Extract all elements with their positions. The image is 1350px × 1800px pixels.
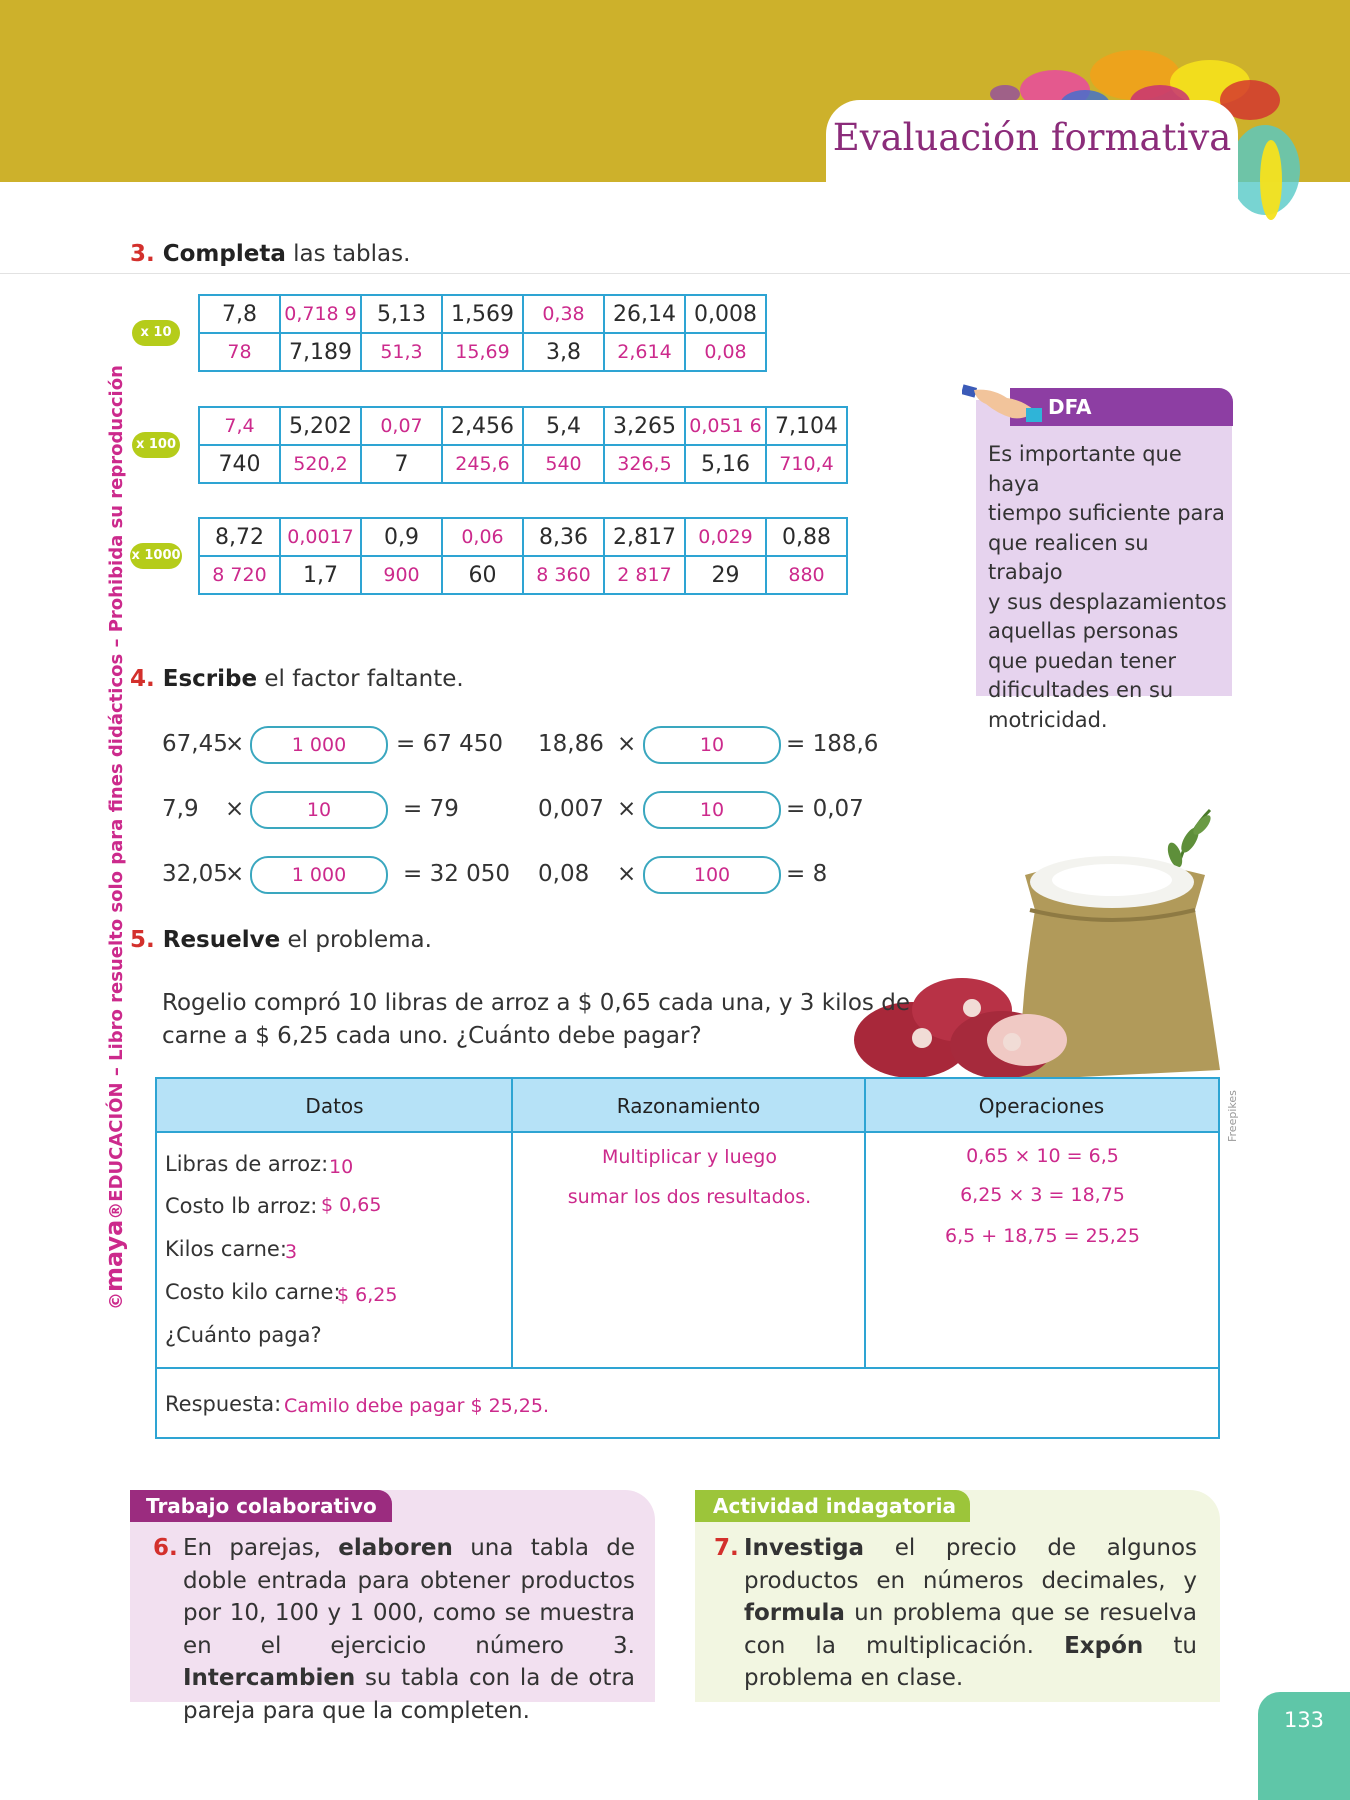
dato-label: Costo kilo carne: — [165, 1280, 341, 1304]
table-row — [199, 295, 766, 333]
factor-answer: 1 000 — [250, 856, 388, 894]
answer-cell: 900 — [361, 556, 442, 594]
equation-operand: 0,08 — [538, 861, 590, 887]
operacion-line: 6,5 + 18,75 = 25,25 — [944, 1225, 1140, 1247]
text-run: una tabla de doble entrada para obtener productos por 10, 100 y 1 000, como se muestra en el ejercicio número 3. — [183, 1535, 635, 1659]
equation-result: = 188,6 — [786, 731, 879, 757]
text-run: En parejas, — [183, 1535, 339, 1561]
problem-line: carne a $ 6,25 cada uno. ¿Cuánto debe pagar? — [162, 1023, 702, 1049]
table-cell: 8,72 — [199, 518, 280, 556]
answer-cell: 51,3 — [361, 333, 442, 371]
table-row — [199, 518, 847, 556]
text-bold: Expón — [1064, 1632, 1144, 1659]
times-sign: × — [225, 731, 245, 757]
table-cell: 7,189 — [280, 333, 361, 371]
answer-cell: 520,2 — [280, 445, 361, 483]
collab-title: Trabajo colaborativo — [130, 1490, 392, 1522]
brand-logo: maya — [100, 1219, 128, 1292]
inquiry-text — [714, 1532, 1198, 1695]
problem-line: Rogelio compró 10 libras de arroz a $ 0,65 cada una, y 3 kilos de — [162, 990, 910, 1016]
answer-cell: 0,0017 — [280, 518, 361, 556]
razonamiento-line: Multiplicar y luego — [602, 1146, 777, 1168]
dato-value: 3 — [285, 1241, 298, 1263]
dato-value: 10 — [329, 1156, 354, 1178]
question-5 — [130, 927, 432, 953]
page-title: Evaluación formativa — [832, 116, 1232, 159]
dfa-line: y sus desplazamientos — [988, 589, 1227, 614]
equation-operand: 18,86 — [538, 731, 604, 757]
equation-result: = 79 — [403, 796, 459, 822]
answer-cell: 540 — [523, 445, 604, 483]
dfa-line: dificultades en su — [988, 678, 1174, 702]
table-cell: 7 — [361, 445, 442, 483]
answer-cell: 326,5 — [604, 445, 685, 483]
divider — [0, 273, 1350, 274]
table-cell: 0,008 — [685, 295, 766, 333]
question-number: 4. — [130, 666, 155, 692]
question-3 — [130, 241, 410, 267]
dfa-line: que puedan tener — [988, 648, 1176, 673]
times-sign: × — [617, 861, 637, 887]
question-verb: Resuelve — [162, 927, 281, 953]
times-sign: × — [225, 861, 245, 887]
answer-cell: 710,4 — [766, 445, 847, 483]
question-text: el factor faltante. — [257, 666, 464, 692]
question-verb: Completa — [162, 241, 286, 267]
equation-operand: 7,9 — [162, 796, 199, 822]
table-cell: 2,817 — [604, 518, 685, 556]
equation-result: = 67 450 — [396, 731, 504, 757]
answer-cell: 0,029 — [685, 518, 766, 556]
question-text: las tablas. — [285, 241, 411, 267]
table-row — [199, 407, 847, 445]
factor-answer: 10 — [643, 726, 781, 764]
answer-cell: 8 360 — [523, 556, 604, 594]
multiplier-tag-x10: x 10 — [132, 320, 180, 346]
row-divider — [157, 1367, 1218, 1369]
table-x10 — [198, 294, 767, 372]
column-divider — [864, 1079, 866, 1369]
respuesta-label: Respuesta: — [165, 1392, 282, 1416]
table-cell: 2,456 — [442, 407, 523, 445]
answer-cell: 15,69 — [442, 333, 523, 371]
table-cell: 7,104 — [766, 407, 847, 445]
answer-cell: 0,08 — [685, 333, 766, 371]
equation-result: = 0,07 — [786, 796, 864, 822]
table-x100 — [198, 406, 848, 484]
table-cell: 5,13 — [361, 295, 442, 333]
header-operaciones: Operaciones — [865, 1079, 1218, 1133]
hand-icon — [962, 380, 1042, 426]
text-bold: Intercambien — [183, 1665, 356, 1691]
times-sign: × — [617, 796, 637, 822]
table-cell: 5,4 — [523, 407, 604, 445]
answer-cell: 245,6 — [442, 445, 523, 483]
equation-result: = 32 050 — [403, 861, 511, 887]
razonamiento-line: sumar los dos resultados. — [567, 1186, 812, 1208]
question-number: 5. — [130, 927, 155, 953]
table-row — [199, 333, 766, 371]
answer-cell: 78 — [199, 333, 280, 371]
question-number: 6. — [153, 1535, 178, 1561]
equation-operand: 0,007 — [538, 796, 604, 822]
equation-operand: 32,05 — [162, 861, 228, 887]
table-cell: 8,36 — [523, 518, 604, 556]
answer-cell: 0,38 — [523, 295, 604, 333]
table-cell: 7,8 — [199, 295, 280, 333]
answer-cell: 0,718 9 — [280, 295, 361, 333]
answer-cell: 7,4 — [199, 407, 280, 445]
side-copyright: ©maya®EDUCACIÓN – Libro resuelto solo para fines didácticos – Prohibida su reproducción — [100, 365, 128, 1310]
header-razonamiento: Razonamiento — [512, 1079, 865, 1133]
dfa-text — [988, 440, 1228, 735]
header-datos: Datos — [157, 1079, 512, 1133]
question-4 — [130, 666, 464, 692]
question-verb: Escribe — [162, 666, 258, 692]
text-run: un problema que se resuelva con la multiplicación. — [744, 1600, 1197, 1659]
multiplier-tag-x100: x 100 — [132, 432, 180, 458]
dato-value: $ 0,65 — [321, 1194, 382, 1216]
answer-cell: 8 720 — [199, 556, 280, 594]
text-bold: elaboren — [338, 1535, 453, 1561]
dfa-line: tiempo suficiente para — [988, 501, 1225, 525]
answer-cell: 2 817 — [604, 556, 685, 594]
respuesta-value: Camilo debe pagar $ 25,25. — [284, 1395, 549, 1417]
text-bold: Investiga — [744, 1535, 865, 1561]
answer-cell: 880 — [766, 556, 847, 594]
table-cell: 740 — [199, 445, 280, 483]
equation-operand: 67,45 — [162, 731, 228, 757]
dfa-line: Es importante que haya — [988, 442, 1182, 496]
table-cell: 29 — [685, 556, 766, 594]
times-sign: × — [617, 731, 637, 757]
multiplier-tag-x1000: x 1000 — [130, 543, 182, 569]
dfa-line: aquellas personas — [988, 619, 1179, 643]
dato-label: Costo lb arroz: — [165, 1194, 318, 1218]
table-cell: 1,569 — [442, 295, 523, 333]
factor-answer: 10 — [250, 791, 388, 829]
dato-label: Kilos carne: — [165, 1237, 287, 1261]
operacion-line: 0,65 × 10 = 6,5 — [966, 1145, 1119, 1167]
dato-value: $ 6,25 — [337, 1284, 398, 1306]
factor-answer: 1 000 — [250, 726, 388, 764]
table-cell: 26,14 — [604, 295, 685, 333]
text-run: el precio de algunos productos en números decimales, y — [744, 1535, 1197, 1594]
problem-table — [155, 1077, 1220, 1439]
table-cell: 5,202 — [280, 407, 361, 445]
column-divider — [511, 1079, 513, 1369]
dfa-line: motricidad. — [988, 707, 1108, 732]
text-run: su tabla con la de otra pareja para que la completen. — [183, 1665, 635, 1724]
table-cell: 0,88 — [766, 518, 847, 556]
inquiry-title: Actividad indagatoria — [695, 1490, 970, 1522]
dato-label: Libras de arroz: — [165, 1152, 329, 1176]
factor-answer: 10 — [643, 791, 781, 829]
table-row — [199, 556, 847, 594]
question-text: el problema. — [280, 927, 432, 953]
operacion-line: 6,25 × 3 = 18,75 — [960, 1184, 1125, 1206]
table-cell: 60 — [442, 556, 523, 594]
question-number: 7. — [714, 1535, 739, 1561]
page-number: 133 — [1258, 1692, 1350, 1800]
equation-result: = 8 — [786, 861, 828, 887]
dfa-title: DFA — [1010, 388, 1233, 426]
answer-cell: 0,051 6 — [685, 407, 766, 445]
dato-label: ¿Cuánto paga? — [165, 1323, 322, 1347]
table-cell: 1,7 — [280, 556, 361, 594]
answer-cell: 0,07 — [361, 407, 442, 445]
table-x1000 — [198, 517, 848, 595]
table-cell: 3,265 — [604, 407, 685, 445]
side-copyright-text: EDUCACIÓN – Libro resuelto solo para fines didácticos – Prohibida su reproducción — [106, 365, 127, 1202]
image-credit: Freepikes — [1226, 1090, 1239, 1142]
answer-cell: 2,614 — [604, 333, 685, 371]
text-bold: formula — [744, 1600, 845, 1626]
dfa-line: que realicen su trabajo — [988, 530, 1149, 584]
table-cell: 5,16 — [685, 445, 766, 483]
times-sign: × — [225, 796, 245, 822]
factor-answer: 100 — [643, 856, 781, 894]
answer-cell: 0,06 — [442, 518, 523, 556]
table-cell: 0,9 — [361, 518, 442, 556]
collab-text — [153, 1532, 635, 1727]
table-row — [199, 445, 847, 483]
text-run: tu problema en clase. — [744, 1632, 1198, 1691]
question-number: 3. — [130, 241, 155, 267]
table-cell: 3,8 — [523, 333, 604, 371]
